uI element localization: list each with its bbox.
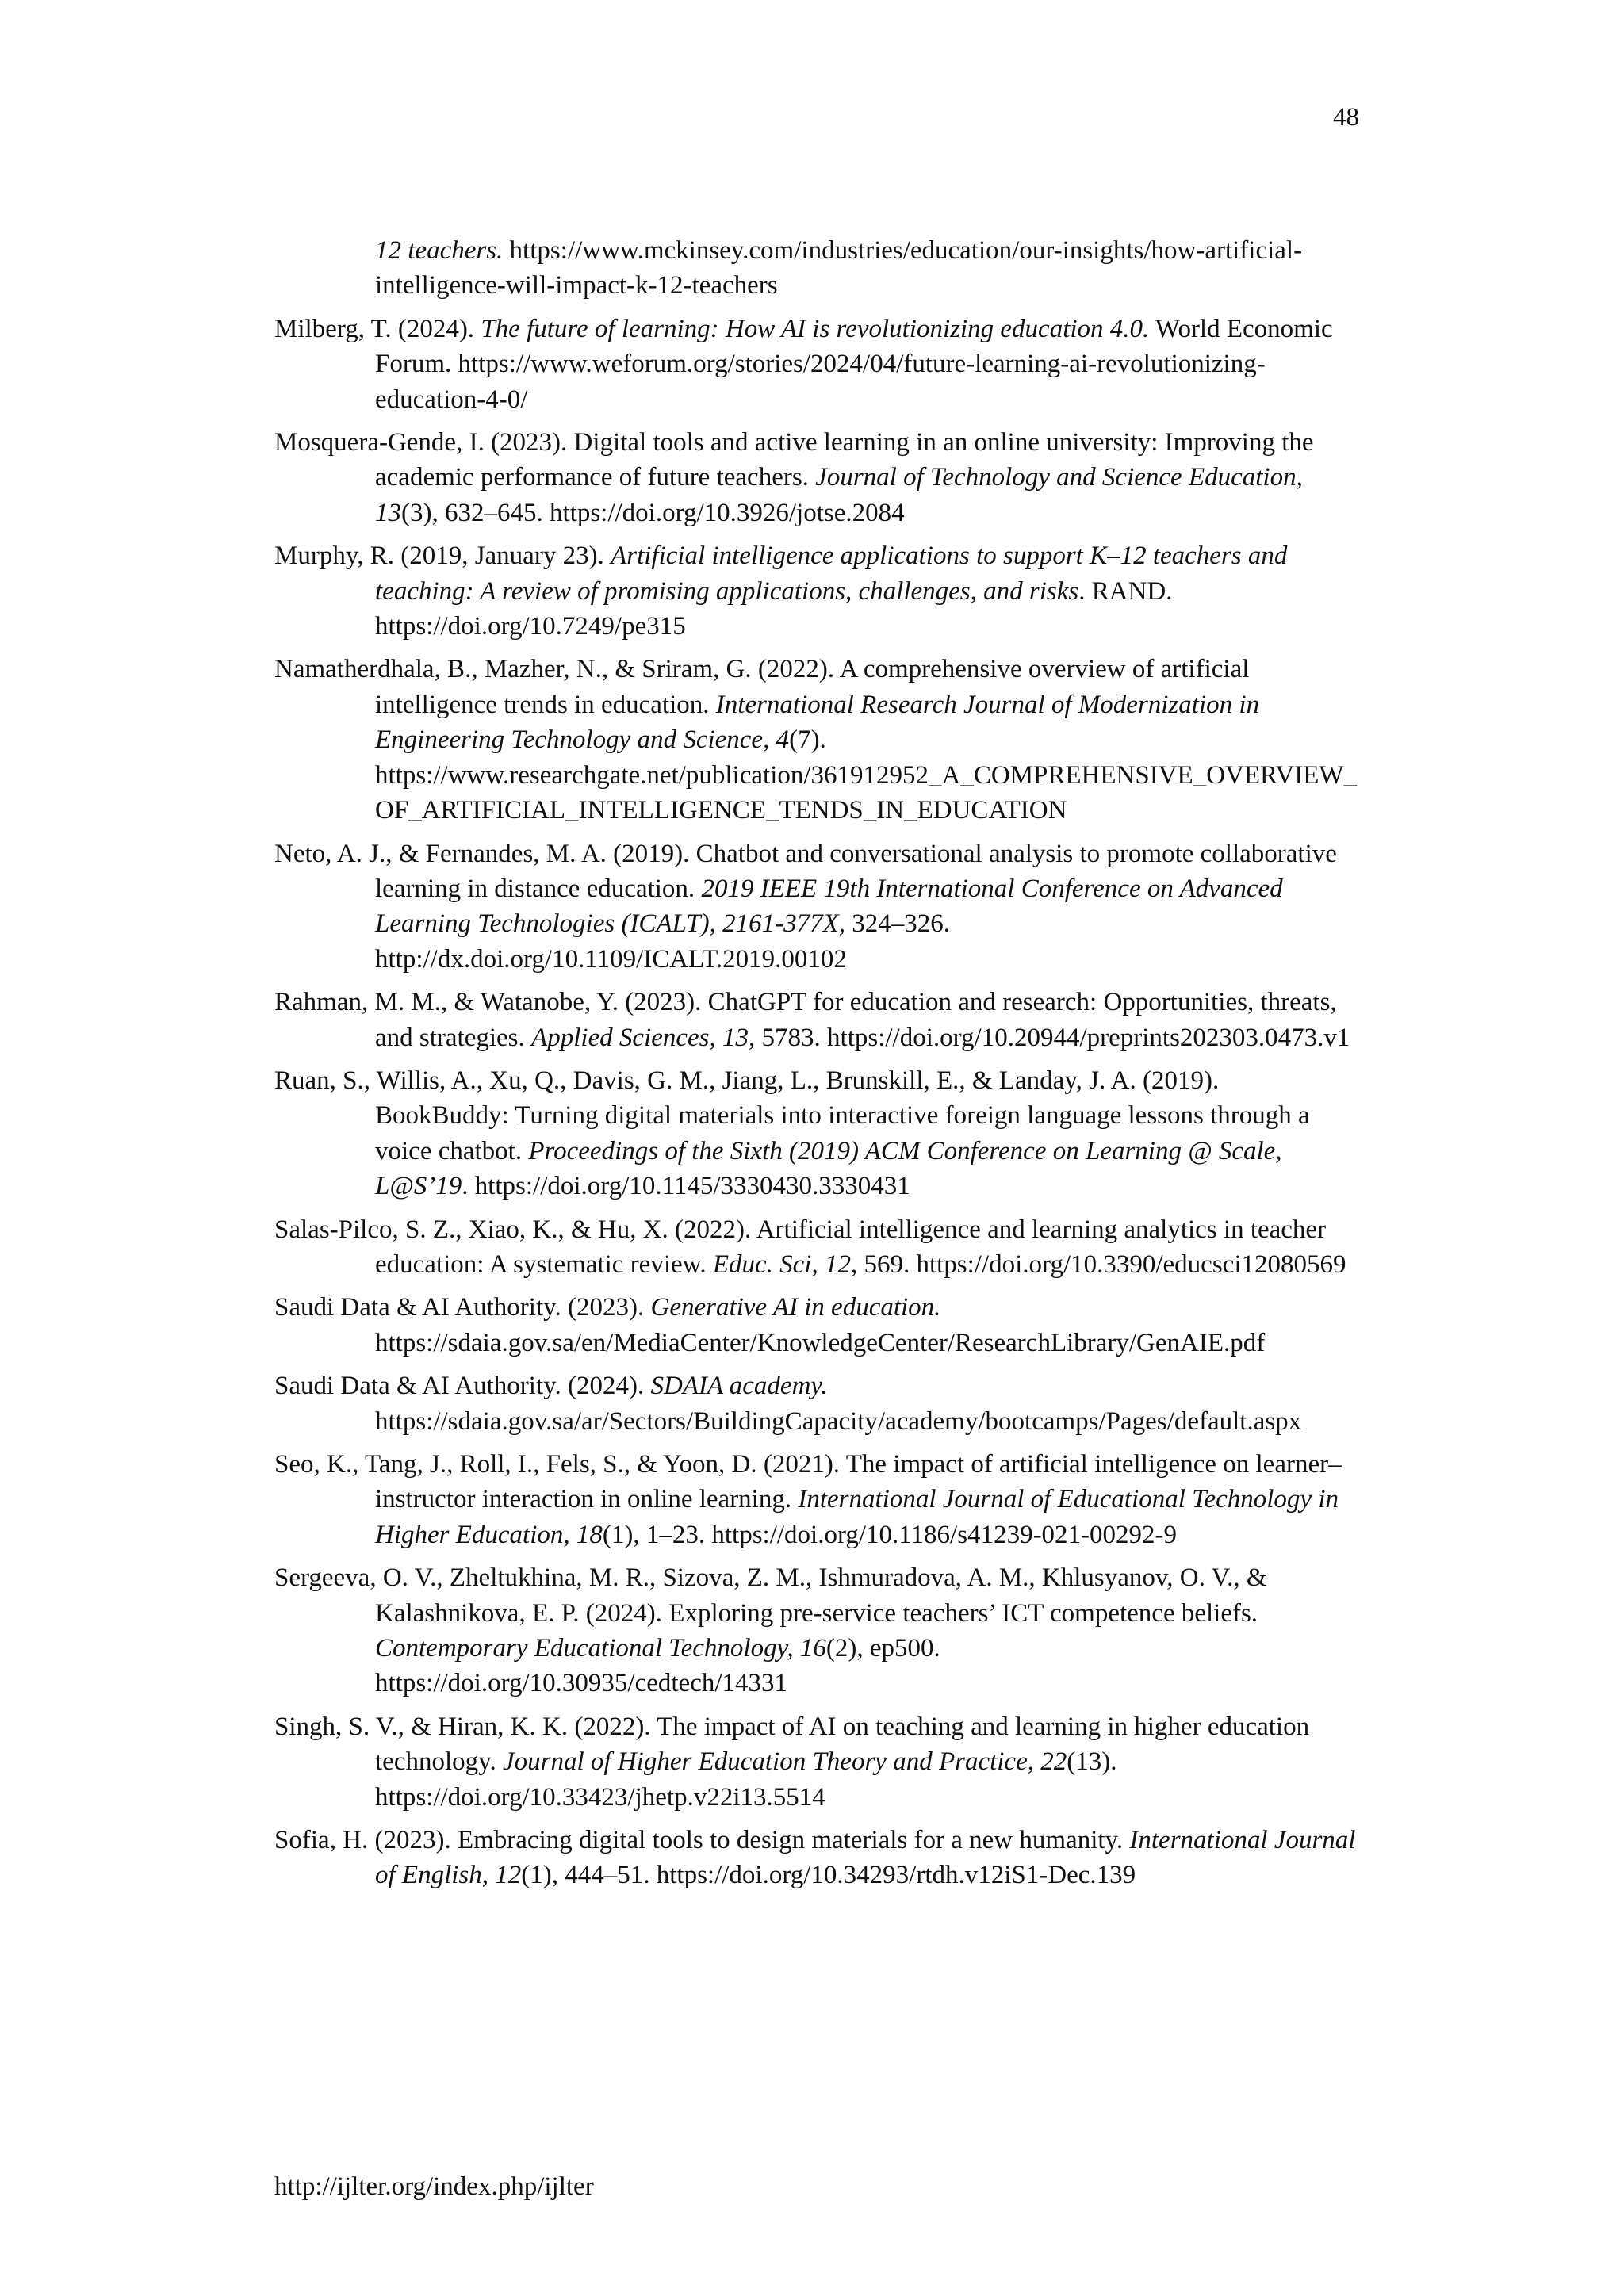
- reference-text: Murphy, R. (2019, January 23).: [274, 541, 611, 571]
- reference-text: Mosquera-Gende, I. (2023). Digital tools and active learning in an online university: Improving the academic performance of future teachers.: [274, 428, 1314, 492]
- reference-text: Rahman, M. M., & Watanobe, Y. (2023). ChatGPT for education and research: Opportunities, threats, and strategies.: [274, 988, 1337, 1052]
- reference-entry: [274, 312, 1359, 417]
- reference-source-title: International Journal of Educational Technology in Higher Education, 18: [375, 1485, 1339, 1549]
- reference-source-title: The future of learning: How AI is revolutionizing education 4.0.: [481, 314, 1150, 343]
- reference-text: (1), 444–51. https://doi.org/10.34293/rtdh.v12iS1-Dec.139: [521, 1861, 1136, 1890]
- reference-text: 324–326. http://dx.doi.org/10.1109/ICALT.2019.00102: [375, 909, 951, 974]
- reference-source-title: Educ. Sci, 12: [712, 1249, 851, 1279]
- reference-entry: [274, 652, 1359, 828]
- reference-text: (1), 1–23. https://doi.org/10.1186/s41239-021-00292-9: [602, 1520, 1178, 1549]
- reference-source-title: International Journal of English, 12: [375, 1826, 1356, 1890]
- reference-source-title: Artificial intelligence applications to support K–12 teachers and teaching: A review of promising applications, challenges, and risks: [375, 541, 1288, 606]
- reference-entry: [274, 985, 1359, 1055]
- reference-entry: [274, 1212, 1359, 1283]
- reference-text: (13). https://doi.org/10.33423/jhetp.v22i13.5514: [375, 1747, 1117, 1812]
- reference-entry: [274, 425, 1359, 530]
- reference-text: . RAND. https://doi.org/10.7249/pe315: [375, 576, 1173, 641]
- reference-text: 5783. https://doi.org/10.20944/preprints202303.0473.v1: [755, 1023, 1350, 1052]
- reference-text: , 569. https://doi.org/10.3390/educsci12080569: [850, 1249, 1346, 1279]
- reference-text: Saudi Data & AI Authority. (2024).: [274, 1372, 651, 1401]
- reference-text: Sofia, H. (2023). Embracing digital tools to design materials for a new humanity.: [274, 1826, 1130, 1855]
- reference-text: Milberg, T. (2024).: [274, 314, 481, 343]
- reference-text: Saudi Data & AI Authority. (2023).: [274, 1293, 651, 1322]
- reference-source-title: Journal of Technology and Science Education, 13: [375, 463, 1303, 527]
- reference-entry: [274, 538, 1359, 644]
- reference-text: . https://doi.org/10.1145/3330430.3330431: [462, 1172, 910, 1201]
- reference-entry: [274, 1709, 1359, 1815]
- reference-text: (2), ep500. https://doi.org/10.30935/cedtech/14331: [375, 1634, 940, 1698]
- reference-entry: [274, 1368, 1359, 1439]
- reference-entry: [274, 1063, 1359, 1204]
- reference-text: World Economic Forum. https://www.weforum.org/stories/2024/04/future-learning-ai-revolutionizing-education-4-0/: [375, 314, 1333, 414]
- reference-text: https://sdaia.gov.sa/ar/Sectors/BuildingCapacity/academy/bootcamps/Pages/default.aspx: [375, 1406, 1302, 1436]
- reference-text: Singh, S. V., & Hiran, K. K. (2022). The impact of AI on teaching and learning in higher education technology.: [274, 1712, 1310, 1777]
- reference-entry: [274, 1560, 1359, 1701]
- reference-text: https://sdaia.gov.sa/en/MediaCenter/KnowledgeCenter/ResearchLibrary/GenAIE.pdf: [375, 1328, 1266, 1357]
- reference-text: Sergeeva, O. V., Zheltukhina, M. R., Sizova, Z. M., Ishmuradova, A. M., Khlusyanov, O. V., & Kalashnikova, E. P. (2024). Exploring pre-service teachers’ ICT competence beliefs.: [274, 1563, 1267, 1628]
- reference-text: (3), 632–645. https://doi.org/10.3926/jotse.2084: [401, 498, 905, 527]
- reference-source-title: SDAIA academy.: [650, 1372, 828, 1401]
- reference-source-title: Journal of Higher Education Theory and Practice, 22: [503, 1747, 1067, 1777]
- reference-entry: [274, 1290, 1359, 1360]
- reference-source-title: 2019 IEEE 19th International Conference on Advanced Learning Technologies (ICALT), 2161-377X,: [375, 874, 1283, 939]
- reference-source-title: International Research Journal of Modernization in Engineering Technology and Science, 4: [375, 690, 1260, 755]
- reference-text: https://www.mckinsey.com/industries/education/our-insights/how-artificial-intelligence-will-impact-k-12-teachers: [375, 236, 1303, 300]
- reference-source-title: Applied Sciences, 13,: [531, 1023, 756, 1052]
- reference-text: Ruan, S., Willis, A., Xu, Q., Davis, G. M., Jiang, L., Brunskill, E., & Landay, J. A. (2019). BookBuddy: Turning digital materials into interactive foreign language lessons through a voice chatbot.: [274, 1066, 1310, 1165]
- reference-entry: [274, 1447, 1359, 1552]
- reference-text: Namatherdhala, B., Mazher, N., & Sriram, G. (2022). A comprehensive overview of artificial intelligence trends in education.: [274, 655, 1250, 719]
- reference-entry: [274, 836, 1359, 978]
- reference-entry: [274, 1823, 1359, 1893]
- reference-entry-continued: [274, 233, 1359, 304]
- reference-list: [274, 233, 1359, 1901]
- reference-source-title: Contemporary Educational Technology, 16: [375, 1634, 826, 1663]
- reference-text: Salas-Pilco, S. Z., Xiao, K., & Hu, X. (2022). Artificial intelligence and learning analytics in teacher education: A systematic review.: [274, 1215, 1327, 1279]
- reference-source-title: Proceedings of the Sixth (2019) ACM Conference on Learning @ Scale, L@S’19: [375, 1136, 1282, 1201]
- footer-journal-url[interactable]: http://ijlter.org/index.php/ijlter: [274, 2172, 594, 2201]
- reference-source-title: Generative AI in education.: [650, 1293, 941, 1322]
- reference-source-title: 12 teachers.: [375, 236, 504, 265]
- reference-text: Neto, A. J., & Fernandes, M. A. (2019). Chatbot and conversational analysis to promote collaborative learning in distance education.: [274, 839, 1337, 903]
- reference-text: Seo, K., Tang, J., Roll, I., Fels, S., & Yoon, D. (2021). The impact of artificial intelligence on learner–instructor interaction in online learning.: [274, 1450, 1342, 1514]
- page-number: 48: [1333, 103, 1359, 132]
- reference-text: (7). https://www.researchgate.net/publication/361912952_A_COMPREHENSIVE_OVERVIEW_OF_ARTIFICIAL_INTELLIGENCE_TENDS_IN_EDUCATION: [375, 725, 1358, 825]
